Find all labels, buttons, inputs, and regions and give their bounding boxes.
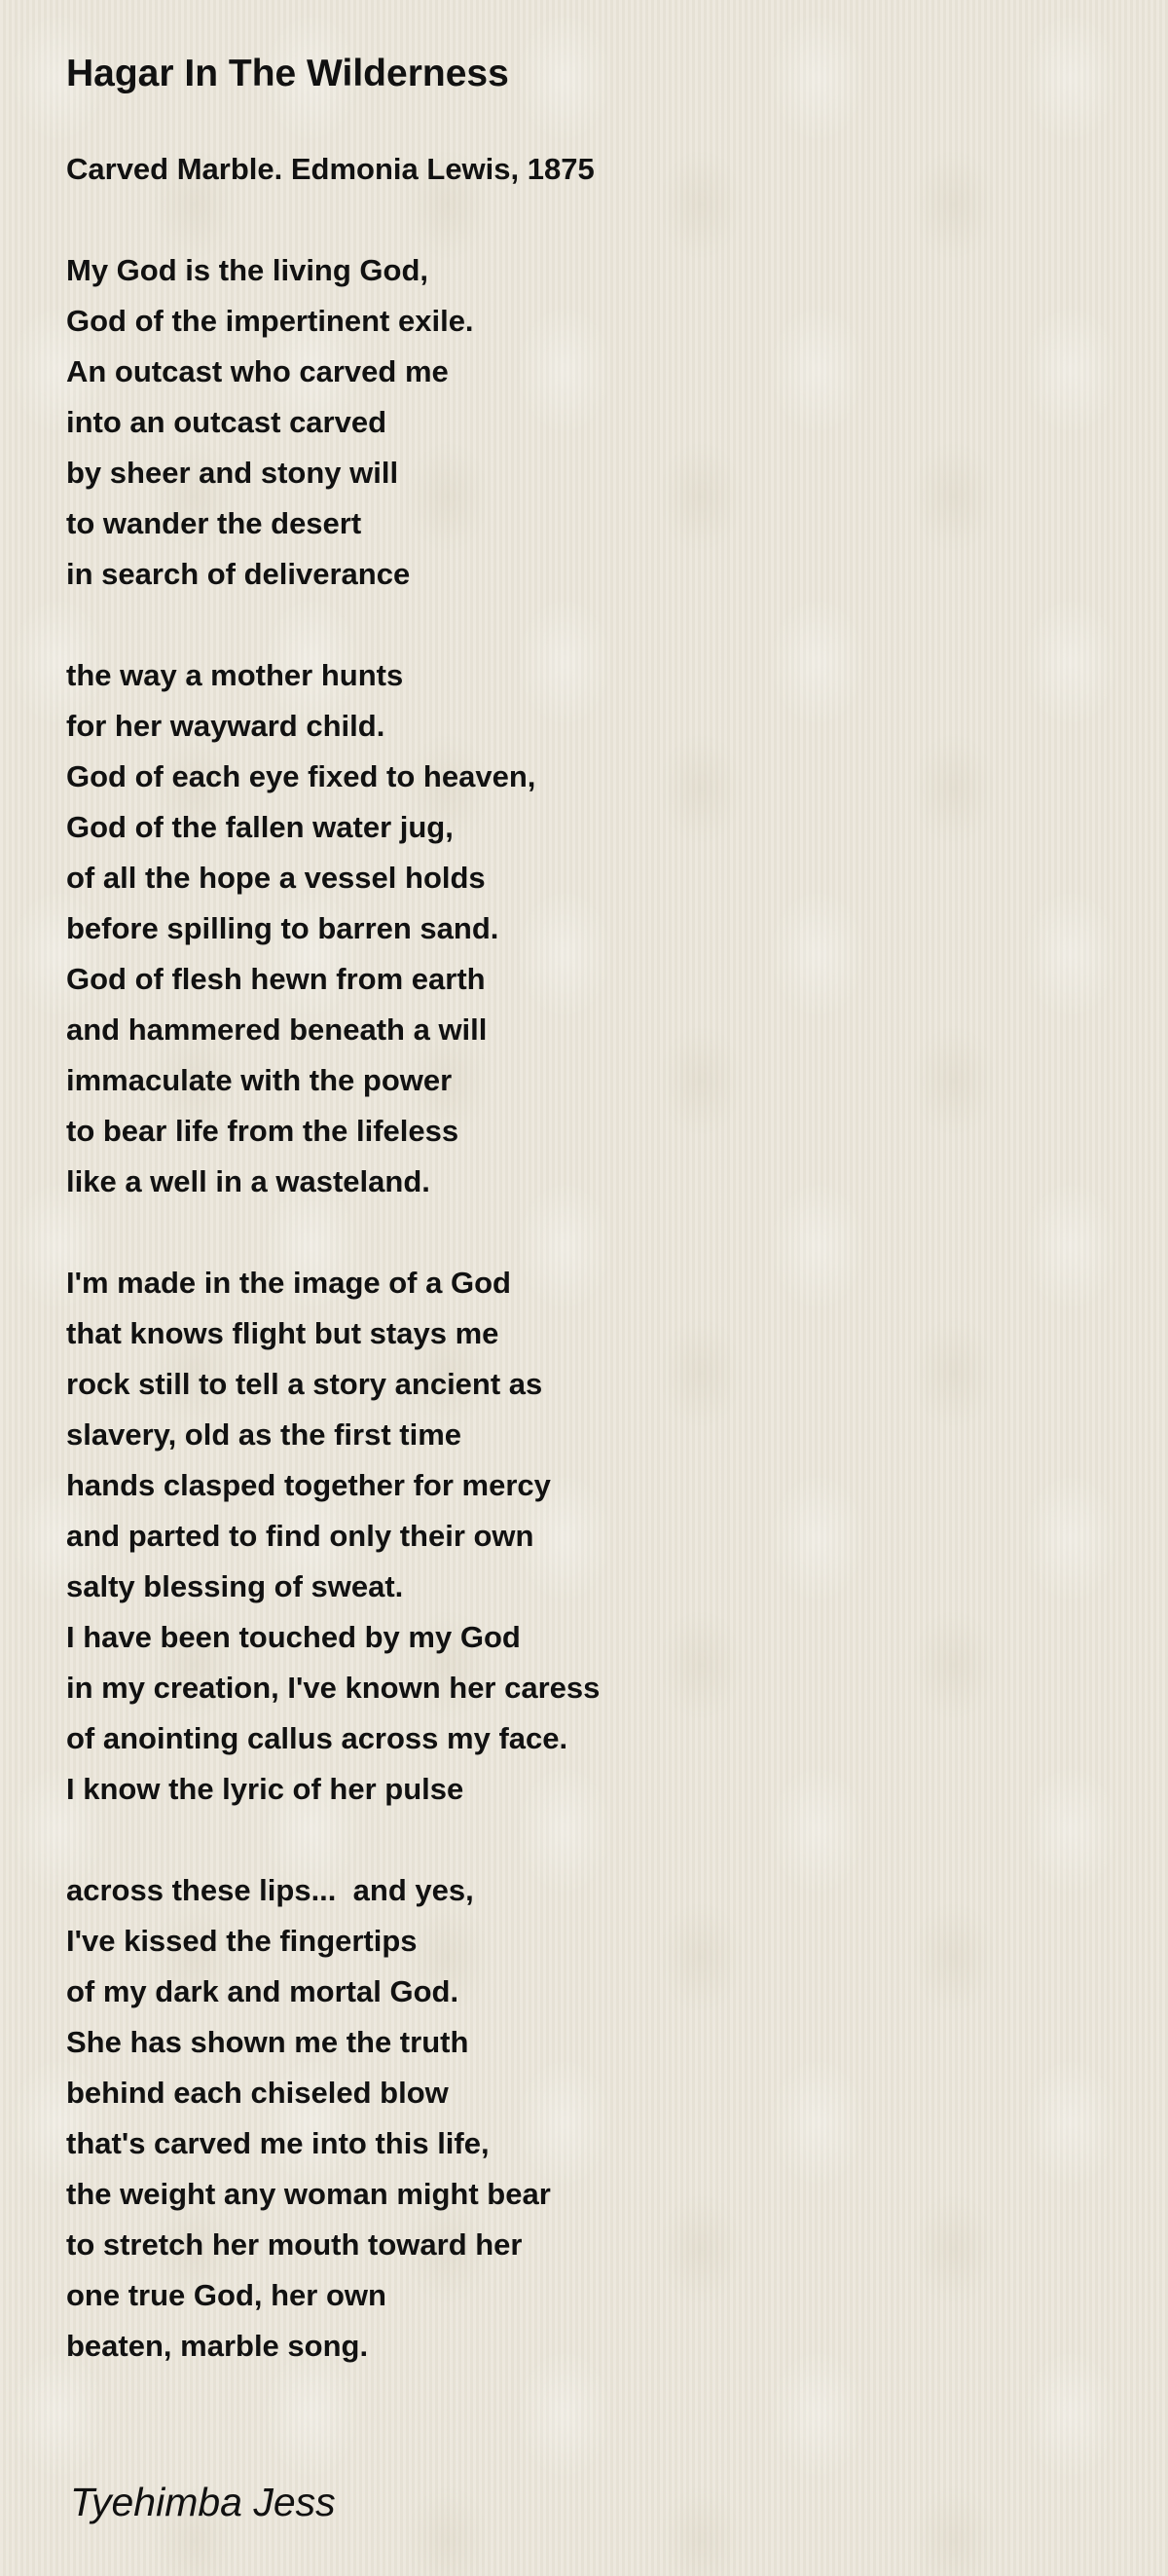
stanza-break — [66, 195, 1098, 245]
poem-line: the weight any woman might bear — [66, 2177, 551, 2211]
stanza-break — [66, 1207, 1098, 1258]
stanza — [66, 245, 1098, 600]
poem-line: She has shown me the truth — [66, 2025, 469, 2059]
stanza-break — [66, 1815, 1098, 1865]
poem-line: I have been touched by my God — [66, 1620, 521, 1654]
poem-line: God of flesh hewn from earth — [66, 962, 486, 996]
poem-title: Hagar In The Wilderness — [66, 53, 509, 94]
poem-line: God of each eye fixed to heaven, — [66, 759, 536, 793]
poem-line: for her wayward child. — [66, 709, 385, 743]
poem-line: the way a mother hunts — [66, 658, 404, 692]
poem-line: hands clasped together for mercy — [66, 1468, 551, 1502]
poem-line: in search of deliverance — [66, 557, 411, 591]
poem-epigraph: Carved Marble. Edmonia Lewis, 1875 — [66, 152, 595, 186]
poem-author: Tyehimba Jess — [70, 2480, 336, 2524]
poem-line: I'm made in the image of a God — [66, 1266, 511, 1300]
poem-line: and parted to find only their own — [66, 1519, 534, 1553]
poem-line: An outcast who carved me — [66, 354, 449, 388]
stanza-break — [66, 600, 1098, 650]
poem-line: by sheer and stony will — [66, 456, 399, 490]
poem-line: like a well in a wasteland. — [66, 1164, 430, 1198]
poem-line: in my creation, I've known her caress — [66, 1671, 601, 1705]
poem-line: My God is the living God, — [66, 253, 429, 287]
poem-line: and hammered beneath a will — [66, 1012, 488, 1047]
poem-line: to wander the desert — [66, 506, 362, 540]
poem-line: that's carved me into this life, — [66, 2126, 490, 2160]
poem-line: to stretch her mouth toward her — [66, 2227, 523, 2262]
poem-line: God of the impertinent exile. — [66, 304, 474, 338]
poem-line: God of the fallen water jug, — [66, 810, 454, 844]
poem-line: that knows flight but stays me — [66, 1316, 499, 1350]
poem-line: to bear life from the lifeless — [66, 1114, 459, 1148]
poem-line: of all the hope a vessel holds — [66, 861, 486, 895]
poem-body — [66, 144, 1098, 2372]
stanzas-container — [66, 245, 1098, 2372]
poem-line: I've kissed the fingertips — [66, 1924, 418, 1958]
stanza — [66, 1258, 1098, 1815]
poem-line: into an outcast carved — [66, 405, 387, 439]
stanza — [66, 650, 1098, 1207]
poem-line: immaculate with the power — [66, 1063, 453, 1097]
poem-line: across these lips... and yes, — [66, 1873, 474, 1907]
poem-line: behind each chiseled blow — [66, 2076, 449, 2110]
stanza — [66, 1865, 1098, 2372]
poem-line: one true God, her own — [66, 2278, 386, 2312]
poem-line: of anointing callus across my face. — [66, 1721, 568, 1755]
poem-line: beaten, marble song. — [66, 2329, 369, 2363]
poem-line: rock still to tell a story ancient as — [66, 1367, 543, 1401]
poem-line: before spilling to barren sand. — [66, 911, 499, 945]
poem-line: I know the lyric of her pulse — [66, 1772, 464, 1806]
poem-line: of my dark and mortal God. — [66, 1974, 459, 2008]
poem-line: slavery, old as the first time — [66, 1417, 462, 1452]
poem-line: salty blessing of sweat. — [66, 1569, 404, 1603]
